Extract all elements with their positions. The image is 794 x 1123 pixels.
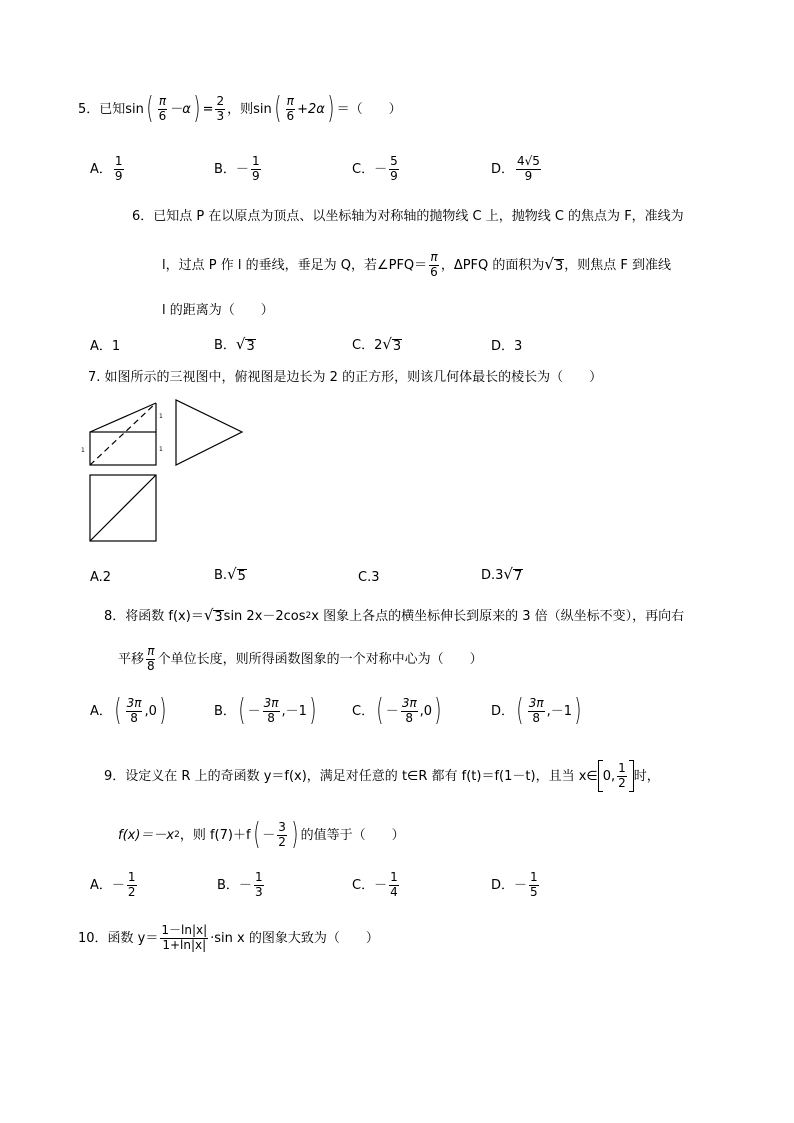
q8-option-c[interactable]: [352, 693, 444, 729]
option-fraction: $\frac{3\pi}{8}$: [126, 695, 142, 725]
option-sign: －: [385, 703, 399, 719]
three-view-figure: [80, 398, 250, 549]
option-letter: A．: [90, 703, 112, 719]
q5-sin2: sin: [253, 101, 272, 117]
front-view-top-edge: [90, 403, 156, 432]
q9-text-a: 9．设定义在 R 上的奇函数 y＝f(x)，满足对任意的 t∈R 都有 f(t)＝f(1－t)，且当 x∈: [104, 768, 598, 784]
q8-text-d: 平移: [118, 651, 145, 667]
q7-option-a[interactable]: A.2: [90, 570, 112, 585]
option-sign: －: [238, 877, 252, 893]
q6-text-a: l，过点 P 作 l 的垂线，垂足为 Q，若∠PFQ＝: [162, 257, 428, 273]
paren-left: (: [238, 693, 246, 728]
q9-option-a[interactable]: [90, 868, 139, 902]
q5-frac-pi6: $\frac{\pi}{6}$: [158, 93, 167, 123]
paren-left: (: [146, 91, 154, 126]
option-sqrt: √ 3: [235, 335, 255, 354]
option-letter: B．: [214, 161, 236, 177]
front-view-hidden-edge: [90, 403, 156, 465]
question-5-stem: [78, 92, 402, 126]
q9-frac-32: $\frac{3}{2}$: [278, 819, 286, 849]
q5-frac-pi6b: $\frac{\pi}{6}$: [286, 93, 295, 123]
option-fraction: $\frac{3\pi}{8}$: [528, 695, 544, 725]
paren-left: (: [252, 817, 260, 852]
label-1-left: 1: [81, 447, 85, 454]
q9-bracket-inner: 0,: [602, 768, 616, 784]
q5-ask: ＝（ ）: [336, 101, 402, 117]
q8-frac-pi8: $\frac{\pi}{8}$: [147, 643, 155, 673]
q8-text-e: 个单位长度，则所得函数图象的一个对称中心为（ ）: [157, 651, 483, 667]
option-fraction: $\frac{1}{3}$: [254, 869, 263, 899]
q6-sqrt3: √ 3: [544, 255, 564, 274]
option-sign: －: [514, 877, 528, 893]
option-sqrt: √ 5: [227, 565, 246, 584]
question-10-stem: [78, 918, 379, 958]
question-6-line3: l 的距离为（ ）: [162, 303, 274, 318]
q5-option-b[interactable]: [214, 152, 263, 186]
paren-right: ): [574, 693, 582, 728]
q6-option-d[interactable]: D．3: [491, 339, 523, 354]
q9-option-c[interactable]: [352, 868, 401, 902]
option-tail: ,0: [144, 703, 157, 719]
q9-option-b[interactable]: [217, 868, 266, 902]
front-view-rect: [90, 432, 156, 465]
option-letter: B．: [214, 337, 236, 353]
q6-text-b: ，ΔPFQ 的面积为: [440, 257, 545, 273]
side-view-triangle: [176, 400, 242, 465]
paren-right: ): [309, 693, 317, 728]
option-fraction: $\frac{1}{9}$: [114, 153, 123, 183]
q9-text-e: 的值等于（ ）: [300, 827, 405, 843]
q6-frac-pi6: $\frac{\pi}{6}$: [430, 249, 438, 279]
q8-option-d[interactable]: [491, 693, 584, 729]
option-letter: B．: [217, 877, 239, 893]
q9-sup: 2: [174, 829, 180, 840]
option-letter: D．: [491, 877, 515, 893]
option-fraction: $\frac{4√5}{9}$: [517, 153, 540, 183]
paren-right: ): [434, 693, 442, 728]
label-1-top: 1: [159, 413, 163, 420]
q10-text-b: ·sin x 的图象大致为（ ）: [210, 930, 379, 946]
option-fraction: $\frac{5}{9}$: [390, 153, 398, 183]
paren-right: ): [291, 817, 299, 852]
option-sqrt: √ 7: [503, 565, 523, 584]
option-tail: ,－1: [546, 703, 572, 719]
paren-right: ): [327, 91, 335, 126]
option-fraction: $\frac{1}{5}$: [530, 869, 538, 899]
option-sign: －: [374, 877, 388, 893]
option-sign: －: [247, 703, 261, 719]
q5-option-a[interactable]: [90, 152, 126, 186]
q5-minus-alpha: －α: [169, 101, 191, 117]
option-tail: ,－1: [281, 703, 307, 719]
option-letter: B.: [214, 567, 228, 583]
q8-option-a[interactable]: [90, 693, 169, 729]
three-view-svg: [80, 398, 250, 546]
top-view-diagonal: [90, 475, 156, 541]
q9-option-d[interactable]: [491, 868, 541, 902]
question-6-line1: 6．已知点 P 在以原点为顶点、以坐标轴为对称轴的抛物线 C 上，抛物线 C 的焦点为 F，准线为: [132, 209, 684, 224]
q7-option-b[interactable]: [214, 567, 247, 583]
option-sign: －: [374, 161, 388, 177]
option-letter: D．: [491, 703, 515, 719]
q10-text-a: 10．函数 y＝: [78, 930, 159, 946]
option-letter: D.3: [481, 567, 504, 583]
option-coef: 2: [374, 337, 383, 353]
option-fraction: $\frac{1}{4}$: [390, 869, 398, 899]
q5-option-d[interactable]: [491, 152, 543, 186]
q8-option-b[interactable]: [214, 693, 319, 729]
q7-option-d[interactable]: [481, 567, 523, 583]
paren-left: (: [274, 91, 282, 126]
option-sign: －: [235, 161, 249, 177]
option-letter: C．: [352, 161, 375, 177]
q5-eq: =: [202, 101, 214, 117]
question-7-stem: 7. 如图所示的三视图中，俯视图是边长为 2 的正方形，则该几何体最长的棱长为（ ）: [88, 370, 603, 385]
option-letter: C．: [352, 877, 375, 893]
q8-text-c: x 图象上各点的横坐标伸长到原来的 3 倍（纵坐标不变），再向右: [311, 608, 685, 624]
paren-right: ): [159, 693, 167, 728]
q6-text-c: ，则焦点 F 到准线: [564, 257, 671, 273]
paren-right: ): [193, 91, 201, 126]
paren-left: (: [376, 693, 384, 728]
paren-left: (: [516, 693, 524, 728]
option-letter: A．: [90, 877, 112, 893]
q5-intro: 5．已知: [78, 101, 126, 117]
q5-sin1: sin: [125, 101, 144, 117]
q9-text-c: f(x)＝－x: [118, 827, 175, 843]
option-tail: ,0: [419, 703, 433, 719]
q9-minus: －: [262, 827, 276, 843]
question-9-line2: [118, 817, 405, 853]
option-letter: D．: [491, 161, 515, 177]
option-sqrt: √ 3: [382, 335, 402, 354]
q8-sqrt3: √ 3: [203, 606, 223, 625]
option-letter: C．: [352, 703, 375, 719]
q5-plus-2alpha: +2α: [297, 101, 325, 117]
option-fraction: $\frac{3\pi}{8}$: [401, 695, 417, 725]
question-9-line1: [104, 756, 660, 796]
q10-fraction: $\frac{1-\ln|x|}{1+\ln|x|}$: [161, 922, 208, 952]
q8-text-a: 8．将函数 f(x)＝: [104, 608, 204, 624]
option-letter: B．: [214, 703, 236, 719]
label-1-right: 1: [159, 446, 163, 453]
q6-option-b[interactable]: [214, 337, 256, 353]
question-8-line1: [104, 608, 684, 624]
q5-frac-23: $\frac{2}{3}$: [216, 93, 225, 123]
question-6-line2: [162, 248, 671, 282]
q9-text-b: 时，: [633, 768, 660, 784]
question-8-line2: [118, 642, 483, 676]
q9-frac-half: $\frac{1}{2}$: [618, 760, 626, 790]
q6-option-c[interactable]: [352, 337, 402, 353]
q5-then: ，则: [227, 101, 254, 117]
q7-option-c[interactable]: C.3: [358, 570, 380, 585]
paren-left: (: [114, 693, 122, 728]
option-fraction: $\frac{1}{2}$: [127, 869, 136, 899]
q8-sup: 2: [305, 610, 312, 621]
option-fraction: $\frac{3\pi}{8}$: [263, 695, 279, 725]
option-letter: C．: [352, 337, 375, 353]
option-fraction: $\frac{1}{9}$: [251, 153, 260, 183]
option-letter: A．: [90, 161, 112, 177]
q9-text-d: ，则 f(7)＋f: [179, 827, 251, 843]
q8-text-b: sin 2x－2cos: [223, 608, 306, 624]
q5-option-c[interactable]: [352, 152, 401, 186]
option-sign: －: [111, 877, 125, 893]
q6-option-a[interactable]: A．1: [90, 339, 121, 354]
